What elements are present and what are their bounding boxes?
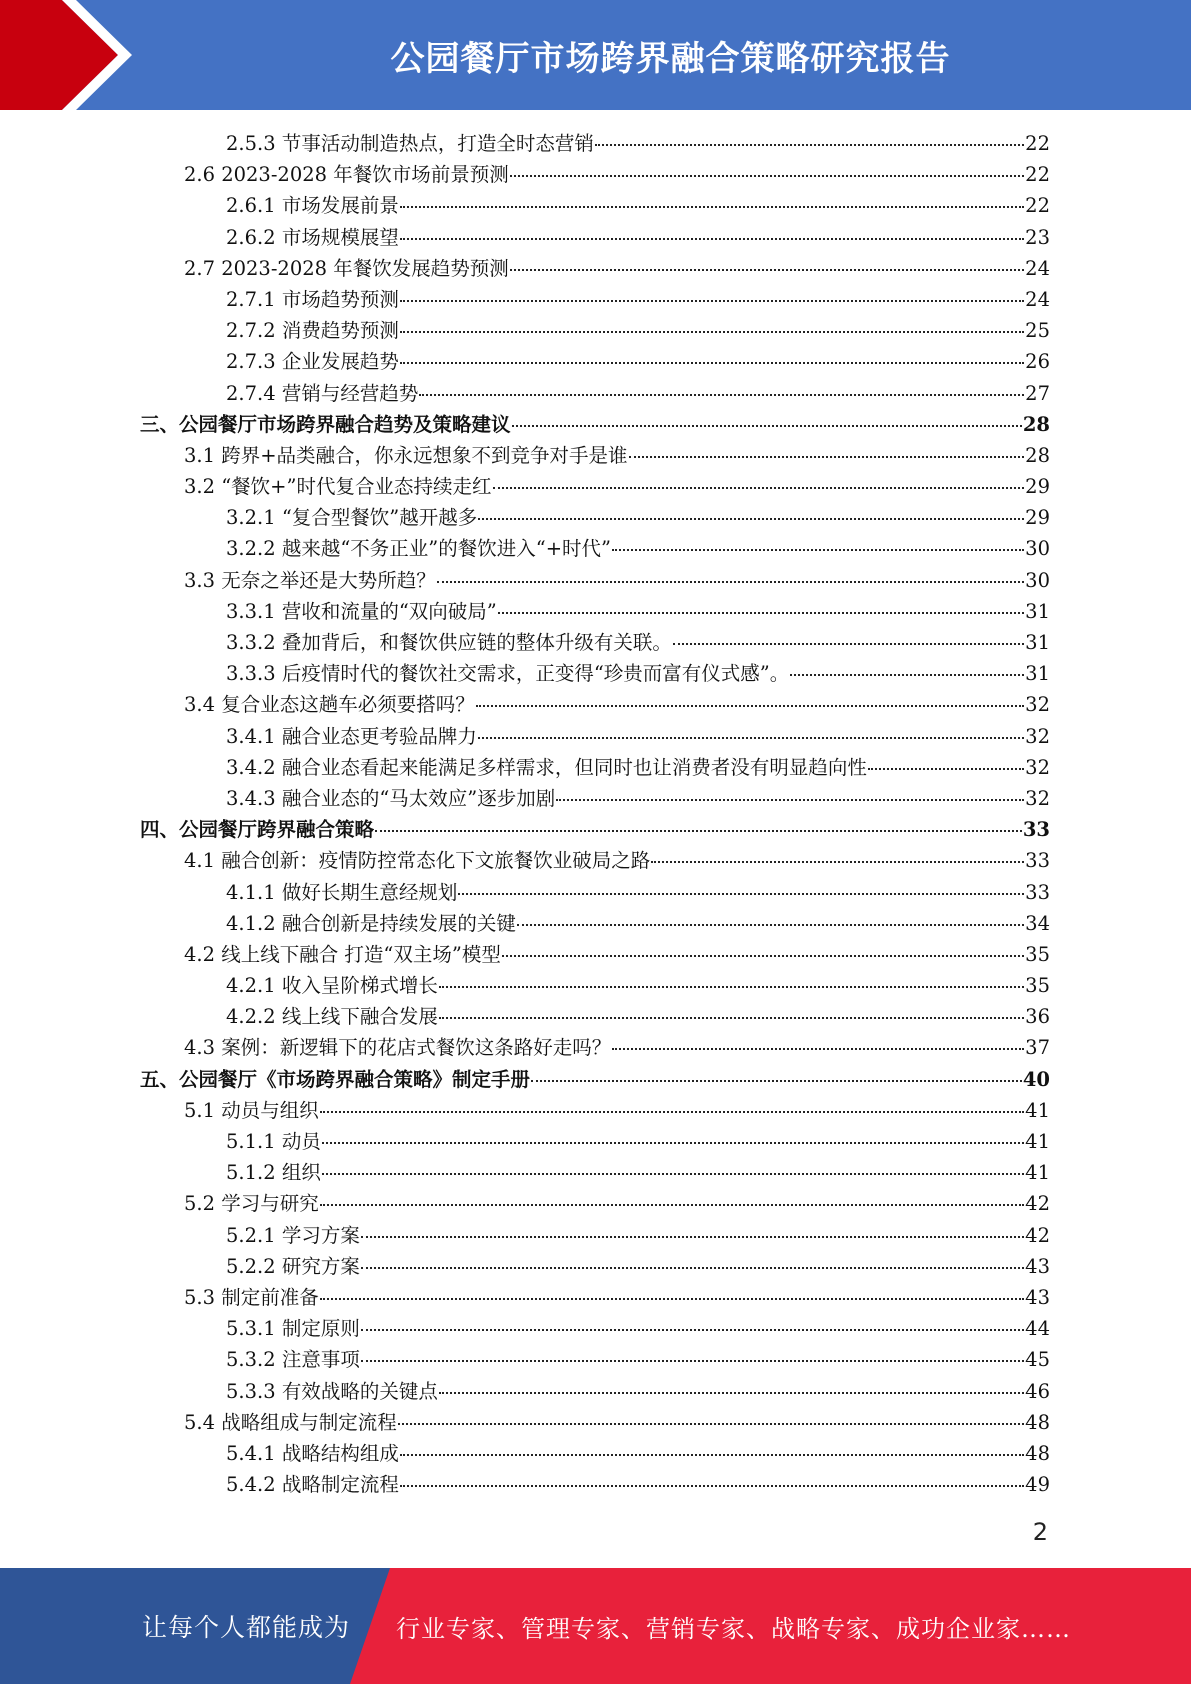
toc-entry[interactable] — [140, 284, 1050, 315]
toc-entry[interactable] — [140, 471, 1050, 502]
toc-entry-label: 5.2.2 研究方案 — [226, 1254, 360, 1278]
toc-entry-label: 2.6.1 市场发展前景 — [226, 194, 399, 218]
toc-entry-page: 24 — [1025, 287, 1050, 311]
toc-entry-page: 24 — [1025, 256, 1050, 280]
toc-entry-label: 5.2.1 学习方案 — [226, 1223, 360, 1247]
toc-entry-page: 32 — [1025, 786, 1050, 810]
toc-dot-leader — [439, 1017, 1024, 1019]
toc-dot-leader — [531, 1080, 1022, 1082]
toc-dot-leader — [517, 924, 1024, 926]
toc-entry[interactable] — [140, 970, 1050, 1001]
toc-entry[interactable] — [140, 159, 1050, 190]
toc-entry-page: 35 — [1025, 974, 1050, 998]
header-chevron-shape — [0, 0, 150, 110]
toc-entry-label: 5.1.2 组织 — [226, 1161, 321, 1185]
toc-dot-leader — [400, 362, 1024, 364]
toc-dot-leader — [612, 1048, 1024, 1050]
toc-entry[interactable] — [140, 939, 1050, 970]
toc-dot-leader — [651, 861, 1024, 863]
toc-entry-page: 31 — [1025, 662, 1050, 686]
toc-entry-page: 27 — [1025, 381, 1050, 405]
toc-entry-label: 3.4 复合业态这趟车必须要搭吗？ — [184, 693, 475, 717]
toc-entry-page: 41 — [1025, 1130, 1050, 1153]
toc-entry[interactable] — [140, 346, 1050, 377]
toc-entry-page: 30 — [1025, 537, 1050, 561]
toc-entry-label: 四、公园餐厅跨界融合策略 — [140, 818, 375, 842]
toc-entry[interactable] — [140, 222, 1050, 253]
toc-entry-label: 3.2.2 越来越“不务正业”的餐饮进入“+时代” — [226, 537, 612, 561]
toc-dot-leader — [361, 1360, 1024, 1362]
toc-entry-page: 33 — [1025, 880, 1050, 904]
toc-entry-page: 42 — [1025, 1223, 1050, 1247]
toc-entry-page: 25 — [1025, 319, 1050, 343]
toc-entry-label: 5.3.3 有效战略的关键点 — [226, 1379, 438, 1403]
toc-entry[interactable] — [140, 596, 1050, 627]
report-title: 公园餐厅市场跨界融合策略研究报告 — [390, 38, 951, 79]
toc-entry-label: 5.3.2 注意事项 — [226, 1348, 360, 1372]
toc-entry-label: 5.1.1 动员 — [226, 1130, 321, 1153]
toc-entry[interactable] — [140, 378, 1050, 409]
toc-entry-label: 5.3 制定前准备 — [184, 1285, 319, 1309]
toc-entry-label: 4.2 线上线下融合 打造“双主场”模型 — [184, 942, 501, 966]
footer-slogan-right: 行业专家、管理专家、营销专家、战略专家、成功企业家…… — [396, 1614, 1071, 1643]
toc-entry-page: 34 — [1025, 911, 1050, 935]
toc-dot-leader — [400, 331, 1024, 333]
toc-entry-label: 5.4.2 战略制定流程 — [226, 1473, 399, 1497]
toc-entry-label: 三、公园餐厅市场跨界融合趋势及策略建议 — [140, 412, 511, 436]
toc-entry-page: 43 — [1025, 1285, 1050, 1309]
toc-entry[interactable] — [140, 1126, 1050, 1157]
toc-entry[interactable] — [140, 877, 1050, 908]
toc-entry-label: 3.2.1 “复合型餐饮”越开越多 — [226, 506, 478, 530]
toc-entry-page: 41 — [1025, 1098, 1050, 1122]
toc-entry-page: 48 — [1025, 1441, 1050, 1465]
toc-entry[interactable] — [140, 1032, 1050, 1063]
toc-entry-label: 五、公园餐厅《市场跨界融合策略》制定手册 — [140, 1067, 531, 1091]
toc-dot-leader — [439, 1392, 1024, 1394]
toc-dot-leader — [595, 144, 1024, 146]
toc-dot-leader — [400, 238, 1024, 240]
toc-dot-leader — [437, 581, 1024, 583]
toc-dot-leader — [439, 986, 1024, 988]
toc-entry-page: 32 — [1025, 724, 1050, 748]
toc-entry-label: 2.6 2023-2028 年餐饮市场前景预测 — [184, 163, 509, 187]
toc-entry[interactable] — [140, 253, 1050, 284]
toc-entry-label: 2.7 2023-2028 年餐饮发展趋势预测 — [184, 256, 509, 280]
report-header — [0, 0, 1191, 110]
toc-entry-page: 36 — [1025, 1005, 1050, 1029]
toc-entry-page: 26 — [1025, 350, 1050, 374]
toc-entry-label: 5.4.1 战略结构组成 — [226, 1441, 399, 1465]
toc-entry-page: 29 — [1025, 475, 1050, 499]
toc-entry-page: 22 — [1025, 132, 1050, 155]
toc-entry[interactable] — [140, 1282, 1050, 1313]
toc-entry-page: 48 — [1025, 1410, 1050, 1434]
toc-dot-leader — [361, 1329, 1024, 1331]
toc-entry[interactable] — [140, 533, 1050, 564]
toc-entry-page: 32 — [1025, 755, 1050, 779]
toc-entry[interactable] — [140, 689, 1050, 720]
toc-entry[interactable] — [140, 752, 1050, 783]
toc-dot-leader — [361, 1236, 1024, 1238]
toc-entry[interactable] — [140, 1157, 1050, 1188]
toc-dot-leader — [322, 1173, 1024, 1175]
toc-entry[interactable] — [140, 1220, 1050, 1251]
toc-entry-label: 2.7.4 营销与经营趋势 — [226, 381, 419, 405]
toc-entry-label: 2.7.3 企业发展趋势 — [226, 350, 399, 374]
toc-entry-label: 4.2.2 线上线下融合发展 — [226, 1005, 438, 1029]
toc-entry-page: 23 — [1025, 225, 1050, 249]
toc-entry[interactable] — [140, 1001, 1050, 1032]
toc-entry-page: 46 — [1025, 1379, 1050, 1403]
toc-entry-label: 3.3.1 营收和流量的“双向破局” — [226, 599, 497, 623]
toc-entry-label: 2.5.3 节事活动制造热点，打造全时态营销 — [226, 132, 594, 155]
toc-entry[interactable] — [140, 502, 1050, 533]
toc-entry-label: 2.6.2 市场规模展望 — [226, 225, 399, 249]
toc-dot-leader — [361, 1267, 1024, 1269]
toc-entry[interactable] — [140, 845, 1050, 876]
toc-entry-label: 3.3.2 叠加背后，和餐饮供应链的整体升级有关联。 — [226, 631, 672, 654]
toc-dot-leader — [790, 674, 1024, 676]
toc-dot-leader — [498, 612, 1024, 614]
toc-dot-leader — [493, 487, 1025, 489]
toc-entry[interactable] — [140, 908, 1050, 939]
toc-entry-label: 2.7.1 市场趋势预测 — [226, 287, 399, 311]
toc-dot-leader — [320, 1298, 1024, 1300]
toc-entry[interactable] — [140, 440, 1050, 471]
toc-entry[interactable] — [140, 128, 1050, 159]
toc-dot-leader — [375, 830, 1022, 832]
toc-entry-label: 5.1 动员与组织 — [184, 1098, 319, 1122]
toc-entry[interactable] — [140, 1095, 1050, 1126]
toc-entry[interactable] — [140, 409, 1050, 440]
toc-entry[interactable] — [140, 1438, 1050, 1469]
toc-entry[interactable] — [140, 627, 1050, 658]
toc-entry[interactable] — [140, 1407, 1050, 1438]
toc-entry-page: 37 — [1025, 1036, 1050, 1060]
toc-dot-leader — [400, 300, 1024, 302]
toc-dot-leader — [320, 1204, 1024, 1206]
toc-entry-page: 28 — [1025, 443, 1050, 467]
toc-entry-page: 32 — [1025, 693, 1050, 717]
toc-entry-page: 35 — [1025, 942, 1050, 966]
toc-entry[interactable] — [140, 1251, 1050, 1282]
toc-entry-label: 5.4 战略组成与制定流程 — [184, 1410, 397, 1434]
toc-entry-page: 40 — [1022, 1067, 1050, 1091]
toc-dot-leader — [502, 955, 1024, 957]
toc-dot-leader — [612, 549, 1024, 551]
toc-dot-leader — [478, 518, 1024, 520]
toc-entry[interactable] — [140, 315, 1050, 346]
toc-dot-leader — [320, 1111, 1024, 1113]
toc-dot-leader — [476, 705, 1024, 707]
toc-entry-label: 4.1 融合创新：疫情防控常态化下文旅餐饮业破局之路 — [184, 849, 651, 873]
toc-entry[interactable] — [140, 190, 1050, 221]
toc-entry-page: 28 — [1022, 412, 1050, 436]
toc-entry-label: 4.1.1 做好长期生意经规划 — [226, 880, 458, 904]
toc-dot-leader — [419, 394, 1024, 396]
toc-entry[interactable] — [140, 658, 1050, 689]
toc-entry-page: 29 — [1025, 506, 1050, 530]
toc-dot-leader — [400, 1485, 1024, 1487]
toc-entry-label: 5.3.1 制定原则 — [226, 1317, 360, 1341]
toc-entry-page: 42 — [1025, 1192, 1050, 1216]
toc-dot-leader — [556, 799, 1024, 801]
toc-entry-page: 30 — [1025, 568, 1050, 592]
toc-entry-label: 4.1.2 融合创新是持续发展的关键 — [226, 911, 516, 935]
toc-dot-leader — [478, 737, 1024, 739]
toc-entry-page: 22 — [1025, 163, 1050, 187]
toc-entry[interactable] — [140, 721, 1050, 752]
toc-dot-leader — [458, 893, 1024, 895]
toc-dot-leader — [510, 269, 1024, 271]
toc-entry-page: 33 — [1022, 818, 1050, 842]
toc-entry-label: 3.4.2 融合业态看起来能满足多样需求，但同时也让消费者没有明显趋向性 — [226, 755, 867, 779]
toc-entry-label: 2.7.2 消费趋势预测 — [226, 319, 399, 343]
toc-entry-label: 3.3 无奈之举还是大势所趋？ — [184, 568, 436, 592]
toc-entry-page: 41 — [1025, 1161, 1050, 1185]
toc-entry-page: 43 — [1025, 1254, 1050, 1278]
toc-entry-page: 31 — [1025, 599, 1050, 623]
toc-dot-leader — [629, 456, 1025, 458]
toc-entry-page: 44 — [1025, 1317, 1050, 1341]
toc-entry[interactable] — [140, 1313, 1050, 1344]
toc-entry[interactable] — [140, 1344, 1050, 1375]
toc-entry-label: 5.2 学习与研究 — [184, 1192, 319, 1216]
toc-dot-leader — [400, 1454, 1024, 1456]
toc-entry-label: 3.2 “餐饮+”时代复合业态持续走红 — [184, 475, 492, 499]
toc-entry[interactable] — [140, 814, 1050, 845]
toc-entry-page: 22 — [1025, 194, 1050, 218]
toc-entry[interactable] — [140, 565, 1050, 596]
toc-entry[interactable] — [140, 1469, 1050, 1500]
toc-dot-leader — [400, 206, 1024, 208]
toc-entry-page: 33 — [1025, 849, 1050, 873]
toc-entry-label: 3.4.3 融合业态的“马太效应”逐步加剧 — [226, 786, 556, 810]
toc-dot-leader — [868, 768, 1024, 770]
toc-dot-leader — [322, 1142, 1024, 1144]
toc-dot-leader — [673, 643, 1024, 645]
toc-entry[interactable] — [140, 1376, 1050, 1407]
footer-slogan-left: 让每个人都能成为 — [142, 1613, 351, 1642]
toc-dot-leader — [512, 425, 1022, 427]
toc-dot-leader — [510, 175, 1024, 177]
toc-entry-page: 31 — [1025, 631, 1050, 654]
toc-entry-label: 3.4.1 融合业态更考验品牌力 — [226, 724, 477, 748]
toc-entry[interactable] — [140, 1064, 1050, 1095]
toc-entry[interactable] — [140, 783, 1050, 814]
table-of-contents — [140, 128, 1050, 1500]
report-footer — [0, 1568, 1191, 1684]
toc-entry[interactable] — [140, 1188, 1050, 1219]
toc-entry-label: 3.1 跨界+品类融合，你永远想象不到竞争对手是谁 — [184, 443, 628, 467]
toc-entry-label: 4.3 案例：新逻辑下的花店式餐饮这条路好走吗？ — [184, 1036, 612, 1060]
toc-entry-page: 45 — [1025, 1348, 1050, 1372]
toc-entry-page: 49 — [1025, 1473, 1050, 1497]
page-number: 2 — [1032, 1518, 1048, 1546]
toc-dot-leader — [398, 1423, 1024, 1425]
toc-entry-label: 3.3.3 后疫情时代的餐饮社交需求，正变得“珍贵而富有仪式感”。 — [226, 662, 790, 686]
toc-entry-label: 4.2.1 收入呈阶梯式增长 — [226, 974, 438, 998]
